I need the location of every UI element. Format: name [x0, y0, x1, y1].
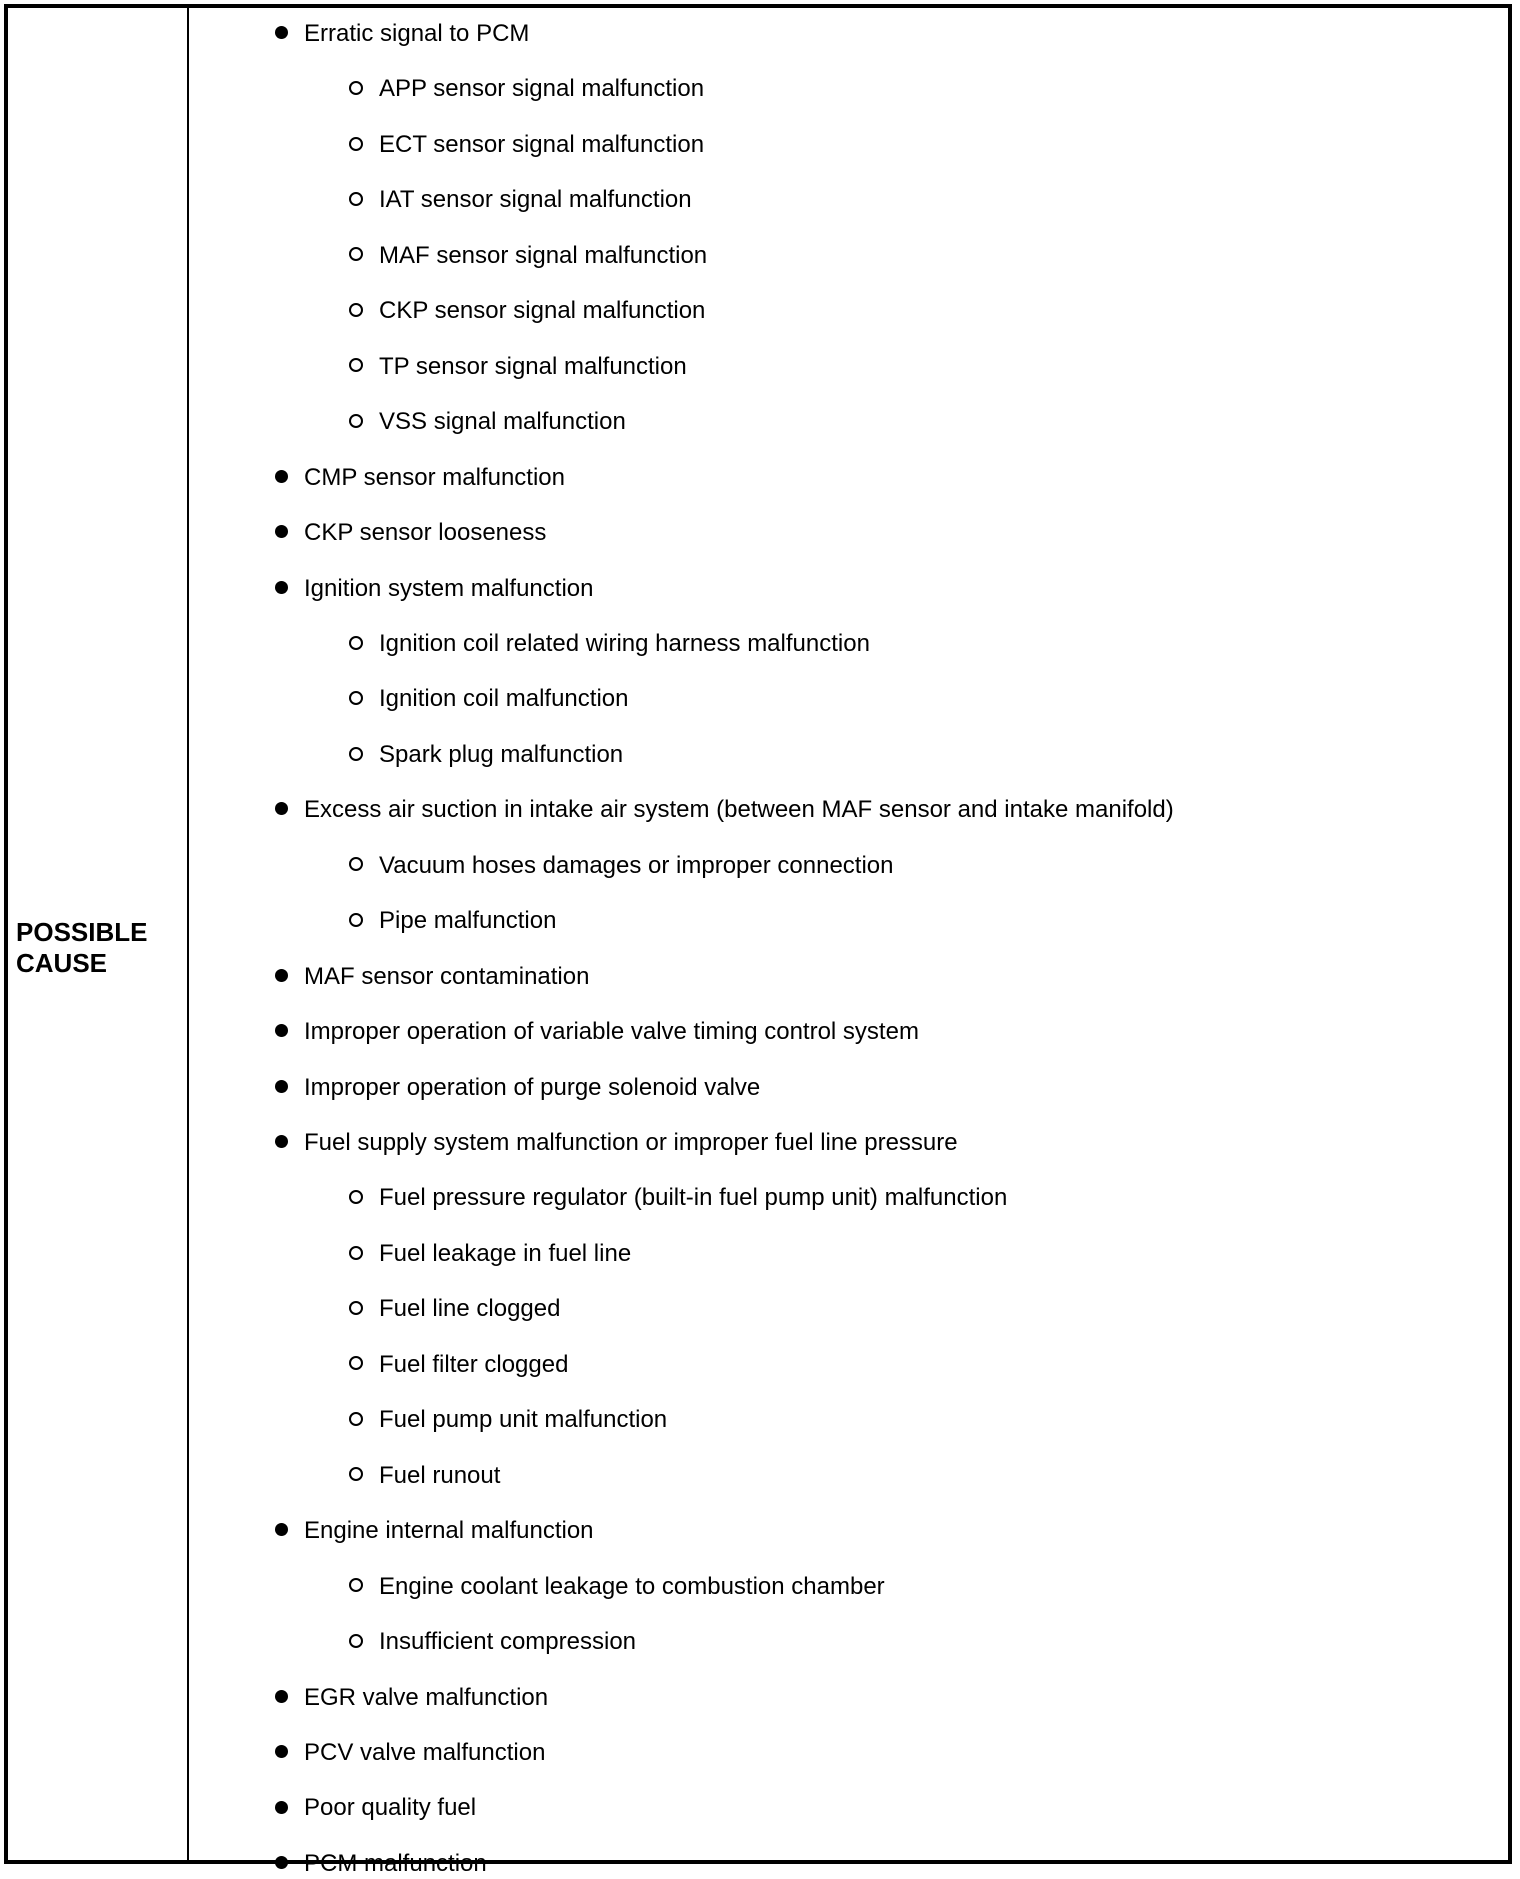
cause-text: Ignition coil related wiring harness malfunction: [379, 629, 870, 657]
cause-subitem: [349, 1350, 568, 1380]
cause-text: MAF sensor signal malfunction: [379, 241, 708, 269]
cause-item: [275, 1738, 545, 1768]
cause-item: [275, 1073, 760, 1103]
cause-text: CKP sensor looseness: [304, 519, 547, 547]
possible-cause-table: [4, 4, 1512, 1877]
label-column: [8, 8, 189, 1860]
cause-subitem: [349, 1183, 1007, 1213]
cause-item: [275, 795, 1174, 825]
hollow-bullet-icon: [349, 1467, 363, 1481]
filled-bullet-icon: [275, 1080, 288, 1093]
cause-text: VSS signal malfunction: [379, 408, 626, 436]
cause-text: Fuel runout: [379, 1461, 501, 1489]
cause-subitem: [349, 1239, 631, 1269]
cause-text: Pipe malfunction: [379, 907, 557, 935]
filled-bullet-icon: [275, 1135, 288, 1148]
cause-item: [275, 1849, 487, 1879]
cause-text: MAF sensor contamination: [304, 962, 590, 990]
cause-item: [275, 1793, 476, 1823]
hollow-bullet-icon: [349, 747, 363, 761]
cause-item: [275, 1128, 958, 1158]
cause-subitem: [349, 740, 623, 770]
hollow-bullet-icon: [349, 303, 363, 317]
cause-subitem: [349, 352, 687, 382]
filled-bullet-icon: [275, 1856, 288, 1869]
cause-text: Vacuum hoses damages or improper connection: [379, 851, 894, 879]
hollow-bullet-icon: [349, 1301, 363, 1315]
cause-subitem: [349, 407, 626, 437]
filled-bullet-icon: [275, 969, 288, 982]
cause-subitem: [349, 185, 692, 215]
cause-text: EGR valve malfunction: [304, 1683, 549, 1711]
cause-text: Fuel pressure regulator (built-in fuel pump unit) malfunction: [379, 1184, 1008, 1212]
cause-item: [275, 962, 589, 992]
hollow-bullet-icon: [349, 192, 363, 206]
cause-subitem: [349, 629, 870, 659]
cause-subitem: [349, 130, 704, 160]
cause-subitem: [349, 1627, 636, 1657]
filled-bullet-icon: [275, 1801, 288, 1814]
hollow-bullet-icon: [349, 358, 363, 372]
cause-text: Insufficient compression: [379, 1628, 637, 1656]
cause-text: TP sensor signal malfunction: [379, 352, 687, 380]
cause-text: Erratic signal to PCM: [304, 20, 530, 47]
cause-subitem: [349, 1294, 560, 1324]
cause-subitem: [349, 1405, 667, 1435]
hollow-bullet-icon: [349, 81, 363, 95]
cause-item: [275, 19, 529, 49]
cause-text: Fuel pump unit malfunction: [379, 1406, 668, 1434]
cause-text: Fuel supply system malfunction or improper fuel line pressure: [304, 1129, 958, 1156]
cause-subitem: [349, 906, 556, 936]
filled-bullet-icon: [275, 1523, 288, 1536]
cause-text: IAT sensor signal malfunction: [379, 186, 692, 214]
cause-text: PCV valve malfunction: [304, 1738, 546, 1766]
hollow-bullet-icon: [349, 691, 363, 705]
filled-bullet-icon: [275, 1024, 288, 1037]
filled-bullet-icon: [275, 581, 288, 594]
cause-text: PCM malfunction: [304, 1849, 487, 1877]
cause-text: Spark plug malfunction: [379, 740, 624, 768]
cause-item: [275, 463, 565, 493]
cause-subitem: [349, 1461, 500, 1491]
cause-item: [275, 518, 546, 548]
hollow-bullet-icon: [349, 1634, 363, 1648]
cause-text: Engine internal malfunction: [304, 1517, 594, 1545]
filled-bullet-icon: [275, 26, 288, 39]
cause-text: Improper operation of variable valve timing control system: [304, 1018, 919, 1046]
hollow-bullet-icon: [349, 636, 363, 650]
hollow-bullet-icon: [349, 414, 363, 428]
cause-item: [275, 574, 593, 604]
cause-item: [275, 1516, 594, 1546]
hollow-bullet-icon: [349, 1356, 363, 1370]
hollow-bullet-icon: [349, 1412, 363, 1426]
filled-bullet-icon: [275, 1745, 288, 1758]
hollow-bullet-icon: [349, 913, 363, 927]
section-label: POSSIBLE CAUSE: [16, 917, 148, 978]
cause-item: [275, 1017, 919, 1047]
cause-text: CMP sensor malfunction: [304, 463, 565, 491]
cause-text: Fuel leakage in fuel line: [379, 1239, 632, 1267]
filled-bullet-icon: [275, 1690, 288, 1703]
cause-text: Engine coolant leakage to combustion chamber: [379, 1572, 885, 1600]
filled-bullet-icon: [275, 802, 288, 815]
hollow-bullet-icon: [349, 247, 363, 261]
hollow-bullet-icon: [349, 137, 363, 151]
cause-text: Excess air suction in intake air system (between MAF sensor and intake manifold): [304, 796, 1174, 824]
cause-subitem: [349, 296, 705, 326]
filled-bullet-icon: [275, 470, 288, 483]
cause-text: Improper operation of purge solenoid valve: [304, 1073, 761, 1101]
hollow-bullet-icon: [349, 857, 363, 871]
cause-list: [189, 8, 1508, 1877]
cause-subitem: [349, 684, 628, 714]
filled-bullet-icon: [275, 525, 288, 538]
cause-subitem: [349, 74, 704, 104]
cause-text: Ignition system malfunction: [304, 574, 594, 602]
cause-text: CKP sensor signal malfunction: [379, 297, 706, 325]
cause-text: APP sensor signal malfunction: [379, 75, 705, 103]
cause-text: Ignition coil malfunction: [379, 685, 629, 713]
cause-text: ECT sensor signal malfunction: [379, 130, 705, 158]
cause-text: Fuel filter clogged: [379, 1350, 569, 1378]
hollow-bullet-icon: [349, 1190, 363, 1204]
cause-text: Fuel line clogged: [379, 1295, 561, 1323]
cause-subitem: [349, 851, 894, 881]
hollow-bullet-icon: [349, 1578, 363, 1592]
cause-text: Poor quality fuel: [304, 1794, 477, 1822]
hollow-bullet-icon: [349, 1246, 363, 1260]
cause-subitem: [349, 241, 707, 271]
cause-subitem: [349, 1572, 885, 1602]
cause-item: [275, 1683, 548, 1713]
